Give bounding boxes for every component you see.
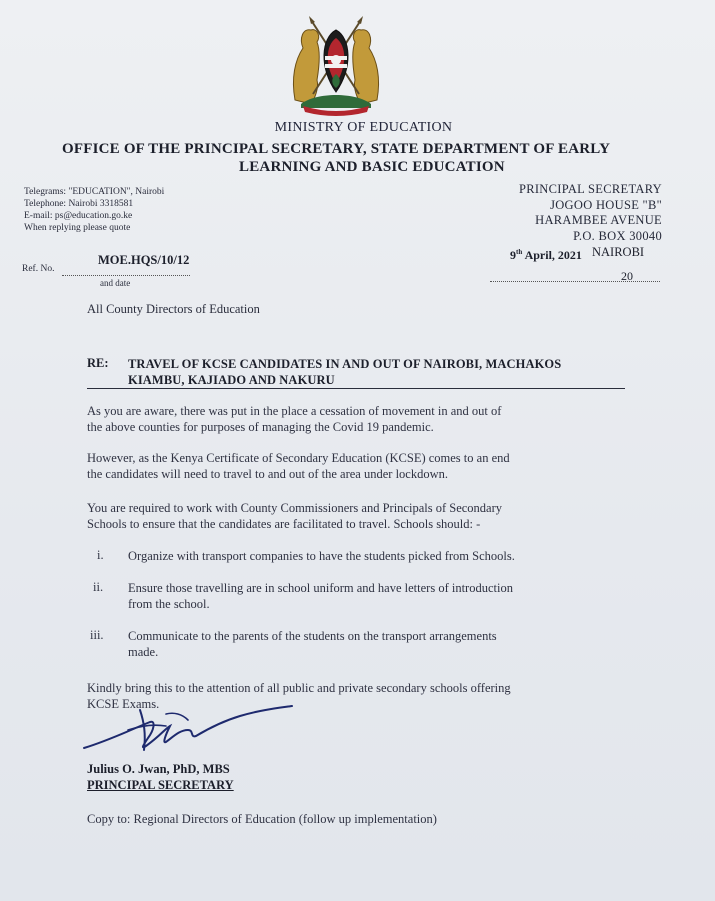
list-item-line: made. [128, 645, 159, 659]
ref-no-label: Ref. No. [22, 264, 55, 274]
replying-line: When replying please quote [24, 223, 131, 233]
date-year-prefix: 20 [621, 269, 633, 283]
signatory-title: PRINCIPAL SECRETARY [87, 778, 234, 792]
and-date-label: and date [100, 278, 131, 288]
date-dotted-line [490, 281, 660, 282]
telephone-line: Telephone: Nairobi 3318581 [24, 199, 134, 209]
letter-date [510, 248, 582, 263]
list-number: ii. [93, 580, 104, 594]
list-item [128, 580, 513, 612]
office-heading-line2: LEARNING AND BASIC EDUCATION [239, 159, 505, 175]
copy-to: Copy to: Regional Directors of Education (follow up implementation) [87, 812, 437, 826]
subject-line2: KIAMBU, KAJIADO AND NAKURU [128, 373, 335, 387]
paragraph-3 [87, 500, 502, 532]
list-number: i. [97, 548, 104, 562]
address-city: NAIROBI [592, 245, 645, 259]
paragraph-line: the above counties for purposes of managing the Covid 19 pandemic. [87, 420, 434, 434]
subject-label: RE: [87, 356, 109, 370]
list-item-line: Organize with transport companies to have the students picked from Schools. [128, 549, 515, 563]
postal-address [519, 182, 662, 244]
paragraph-line: Schools to ensure that the candidates are facilitated to travel. Schools should: - [87, 517, 481, 531]
telegrams-line: Telegrams: "EDUCATION", Nairobi [24, 187, 165, 197]
signature-icon [70, 700, 300, 760]
subject-underline [87, 388, 625, 389]
list-item-line: Ensure those travelling are in school uniform and have letters of introduction [128, 581, 513, 595]
list-item [128, 548, 515, 564]
date-suffix: th [516, 248, 523, 256]
paragraph-line: However, as the Kenya Certificate of Secondary Education (KCSE) comes to an end [87, 451, 510, 465]
email-line: E-mail: ps@education.go.ke [24, 211, 133, 221]
list-item [128, 628, 497, 660]
paragraph-line: Kindly bring this to the attention of all public and private secondary schools offering [87, 681, 511, 695]
address-line: HARAMBEE AVENUE [535, 213, 662, 227]
contact-details [24, 186, 164, 234]
list-number: iii. [90, 628, 104, 642]
date-day: 9 [510, 248, 516, 262]
subject-text [128, 356, 561, 388]
paragraph-line: the candidates will need to travel to and out of the area under lockdown. [87, 467, 448, 481]
paragraph-line: You are required to work with County Commissioners and Principals of Secondary [87, 501, 502, 515]
paragraph-1 [87, 403, 501, 435]
paragraph-line: As you are aware, there was put in the place a cessation of movement in and out of [87, 404, 502, 418]
paragraph-line: KCSE Exams. [87, 697, 160, 711]
signatory-name: Julius O. Jwan, PhD, MBS [87, 762, 230, 776]
date-rest: April, 2021 [522, 248, 582, 262]
ministry-heading: MINISTRY OF EDUCATION [274, 120, 453, 135]
ref-dotted-line [62, 275, 190, 276]
address-line: PRINCIPAL SECRETARY [518, 182, 662, 196]
address-line: JOGOO HOUSE "B" [550, 197, 662, 212]
office-heading-line1: OFFICE OF THE PRINCIPAL SECRETARY, STATE DEPARTMENT OF EARLY [62, 141, 611, 157]
paragraph-2 [87, 450, 510, 482]
kenya-coat-of-arms-icon [281, 8, 391, 118]
list-item-line: from the school. [128, 597, 210, 611]
subject-line1: TRAVEL OF KCSE CANDIDATES IN AND OUT OF NAIROBI, MACHAKOS [128, 357, 562, 371]
address-line: P.O. BOX 30040 [573, 228, 662, 243]
addressee: All County Directors of Education [87, 302, 260, 316]
list-item-line: Communicate to the parents of the students on the transport arrangements [128, 629, 497, 643]
reference-number: MOE.HQS/10/12 [98, 253, 190, 267]
